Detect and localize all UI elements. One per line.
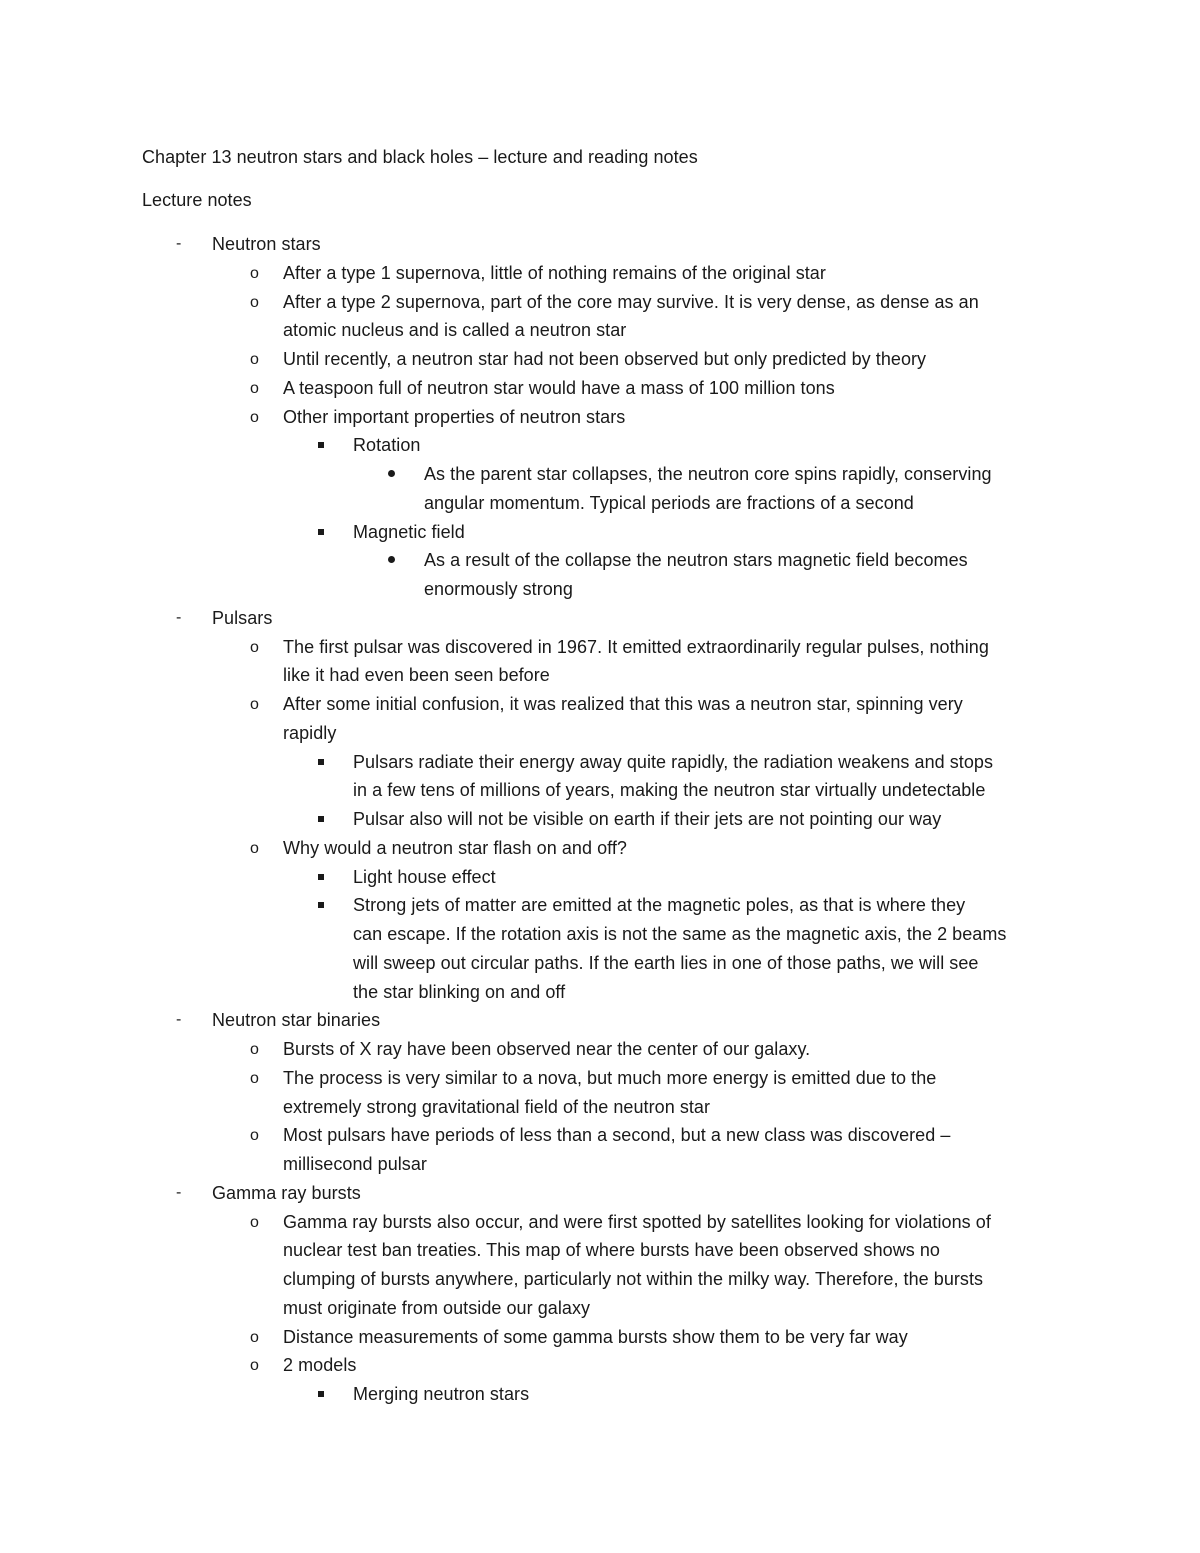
outline-line-level-3: Pulsars radiate their energy away quite rapidly, the radiation weakens and stops <box>353 751 994 772</box>
outline-line-level-4: angular momentum. Typical periods are fractions of a second <box>424 492 914 513</box>
square-bullet-icon <box>318 816 324 822</box>
section-heading: Lecture notes <box>142 190 252 210</box>
outline-line-level-3: Pulsar also will not be visible on earth if their jets are not pointing our way <box>353 809 942 829</box>
circle-bullet-icon: o <box>250 696 259 713</box>
outline-line-level-2: Bursts of X ray have been observed near the center of our galaxy. <box>283 1039 811 1059</box>
circle-bullet-icon: o <box>250 264 259 282</box>
outline-line-level-2: After some initial confusion, it was realized that this was a neutron star, spinning very <box>283 694 963 714</box>
outline-line-level-2: 2 models <box>283 1355 357 1376</box>
dash-bullet-icon: - <box>176 1011 182 1029</box>
outline-line-level-2: After a type 1 supernova, little of nothing remains of the original star <box>283 262 826 283</box>
outline-line-level-4: enormously strong <box>424 579 573 599</box>
outline-line-level-2: like it had even been seen before <box>283 665 550 686</box>
circle-bullet-icon: o <box>250 839 259 857</box>
circle-bullet-icon: o <box>250 1127 259 1145</box>
outline-line-level-2: rapidly <box>283 722 337 743</box>
outline-line-level-2: The process is very similar to a nova, but much more energy is emitted due to the <box>283 1067 937 1088</box>
circle-bullet-icon: o <box>250 1213 259 1231</box>
outline-line-level-1: Pulsars <box>212 607 273 628</box>
outline-line-level-2: clumping of bursts anywhere, particularly not within the milky way. Therefore, the bursts <box>283 1269 984 1289</box>
outline-line-level-4: As a result of the collapse the neutron stars magnetic field becomes <box>424 550 968 571</box>
square-bullet-icon <box>318 1391 324 1397</box>
outline-line-level-2: Other important properties of neutron stars <box>283 406 626 427</box>
outline-line-level-2: nuclear test ban treaties. This map of where bursts have been observed shows no <box>283 1240 940 1261</box>
square-bullet-icon <box>318 902 324 908</box>
outline-line-level-2: Until recently, a neutron star had not been observed but only predicted by theory <box>283 349 927 369</box>
outline-line-level-1: Neutron stars <box>212 234 321 254</box>
document-title: Chapter 13 neutron stars and black holes – lecture and reading notes <box>142 147 698 167</box>
outline-line-level-2: millisecond pulsar <box>283 1154 427 1174</box>
square-bullet-icon <box>318 759 324 765</box>
square-bullet-icon <box>318 874 324 880</box>
outline-line-level-3: Rotation <box>353 435 421 456</box>
outline-line-level-2: Why would a neutron star flash on and off? <box>283 837 627 858</box>
circle-bullet-icon: o <box>250 351 259 368</box>
outline-line-level-2: Gamma ray bursts also occur, and were first spotted by satellites looking for violations of <box>283 1211 991 1232</box>
outline-line-level-3: Merging neutron stars <box>353 1384 530 1404</box>
outline-line-level-2: A teaspoon full of neutron star would have a mass of 100 million tons <box>283 377 835 398</box>
outline-line-level-3: will sweep out circular paths. If the earth lies in one of those paths, we will see <box>353 952 979 973</box>
circle-bullet-icon: o <box>250 408 259 426</box>
outline-line-level-2: must originate from outside our galaxy <box>283 1297 591 1318</box>
outline-line-level-2: extremely strong gravitational field of the neutron star <box>283 1096 711 1117</box>
dot-bullet-icon <box>388 470 395 477</box>
circle-bullet-icon: o <box>250 1328 259 1346</box>
circle-bullet-icon: o <box>250 379 259 397</box>
circle-bullet-icon: o <box>250 1357 259 1375</box>
square-bullet-icon <box>318 442 324 448</box>
circle-bullet-icon: o <box>250 1069 259 1087</box>
outline-line-level-3: Strong jets of matter are emitted at the magnetic poles, as that is where they <box>353 895 966 916</box>
outline-line-level-4: As the parent star collapses, the neutron core spins rapidly, conserving <box>424 464 992 484</box>
dot-bullet-icon <box>388 556 395 563</box>
outline-line-level-3: in a few tens of millions of years, making the neutron star virtually undetectable <box>353 780 986 801</box>
outline-line-level-1: Gamma ray bursts <box>212 1182 361 1203</box>
circle-bullet-icon: o <box>250 638 259 656</box>
outline-line-level-2: Most pulsars have periods of less than a second, but a new class was discovered – <box>283 1125 951 1146</box>
dash-bullet-icon: - <box>176 235 182 252</box>
outline-line-level-2: Distance measurements of some gamma bursts show them to be very far way <box>283 1326 908 1347</box>
outline-line-level-2: The first pulsar was discovered in 1967. It emitted extraordinarily regular pulses, nothing <box>283 636 989 657</box>
dash-bullet-icon: - <box>176 1183 182 1201</box>
outline-line-level-3: Magnetic field <box>353 521 465 542</box>
outline-line-level-2: After a type 2 supernova, part of the core may survive. It is very dense, as dense as an <box>283 291 979 312</box>
outline-line-level-2: atomic nucleus and is called a neutron star <box>283 320 627 341</box>
outline-line-level-1: Neutron star binaries <box>212 1010 381 1031</box>
outline-line-level-3: the star blinking on and off <box>353 981 566 1002</box>
outline-line-level-3: can escape. If the rotation axis is not the same as the magnetic axis, the 2 beams <box>353 924 1007 944</box>
outline-line-level-3: Light house effect <box>353 866 496 887</box>
square-bullet-icon <box>318 529 324 535</box>
circle-bullet-icon: o <box>250 1041 259 1058</box>
dash-bullet-icon: - <box>176 608 182 626</box>
circle-bullet-icon: o <box>250 293 259 311</box>
